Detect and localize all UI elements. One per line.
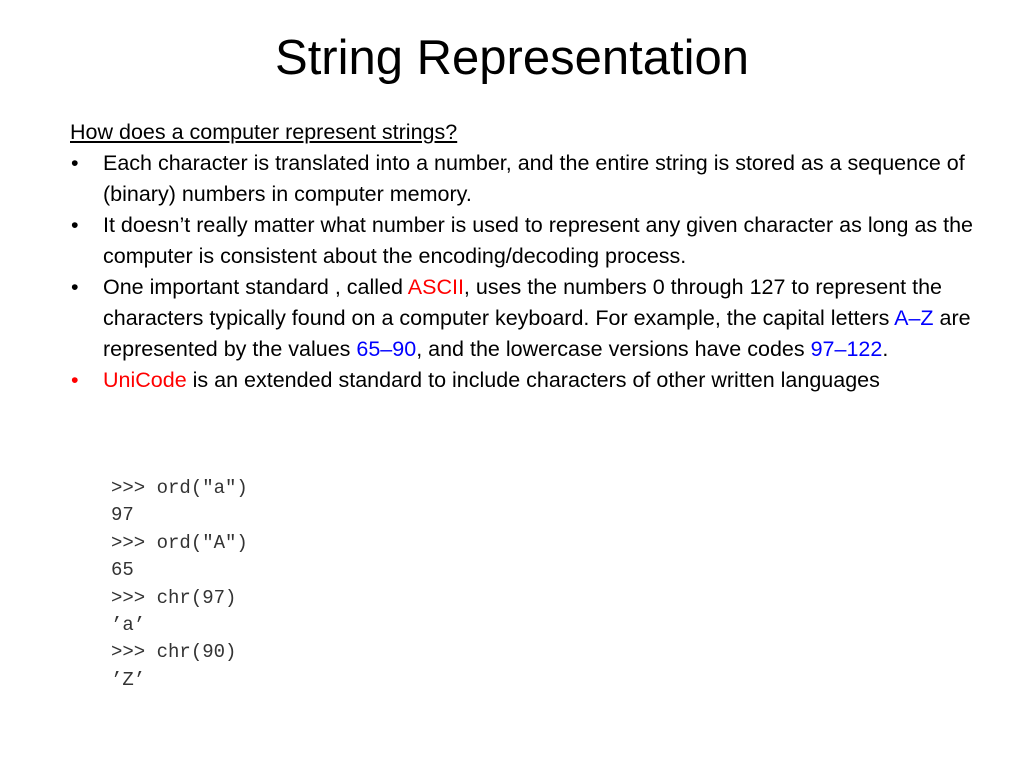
- bullet-text: , and the lowercase versions have codes: [416, 337, 811, 361]
- highlighted-term: A–Z: [894, 306, 934, 330]
- bullet-marker: •: [71, 275, 79, 299]
- console-output-line: ’Z’: [111, 668, 146, 691]
- slide-title: String Representation: [275, 31, 749, 85]
- console-output-line: 97: [111, 504, 134, 527]
- console-input-line: >>> ord("A"): [111, 531, 248, 554]
- bullet-item: [70, 272, 990, 365]
- highlighted-term: ASCII: [407, 275, 464, 299]
- bullet-text: are represented by the values: [103, 306, 971, 361]
- section-heading: How does a computer represent strings?: [70, 120, 458, 144]
- bullet-list: [70, 148, 990, 396]
- bullet-marker: •: [71, 213, 79, 237]
- bullet-marker: •: [71, 368, 79, 392]
- console-output-line: 65: [111, 559, 134, 582]
- console-input-line: >>> ord("a"): [111, 477, 248, 499]
- bullet-text: One important standard , called: [103, 275, 408, 299]
- console-input-line: >>> chr(97): [111, 586, 237, 609]
- bullet-text: is an extended standard to include characters of other written languages: [186, 368, 880, 392]
- console-input-line: >>> chr(90): [111, 641, 237, 664]
- python-console-example: [111, 475, 248, 694]
- slide-body: [70, 117, 990, 396]
- bullet-text: Each character is translated into a number, and the entire string is stored as a sequence of (binary) numbers in computer memory.: [103, 151, 965, 206]
- console-output-line: ’a’: [111, 614, 146, 637]
- bullet-item: [70, 365, 990, 396]
- highlighted-term: 65–90: [356, 337, 417, 361]
- bullet-text: .: [882, 337, 889, 361]
- highlighted-term: UniCode: [103, 368, 187, 392]
- bullet-item: [70, 148, 990, 210]
- highlighted-term: 97–122: [810, 337, 883, 361]
- bullet-text: It doesn’t really matter what number is used to represent any given character as long as the computer is consistent about the encoding/decoding process.: [103, 213, 974, 268]
- bullet-text: , uses the numbers 0 through 127 to represent the characters typically found on a computer keyboard. For example, the capital letters: [103, 275, 943, 330]
- bullet-item: [70, 210, 990, 272]
- bullet-marker: •: [71, 151, 79, 175]
